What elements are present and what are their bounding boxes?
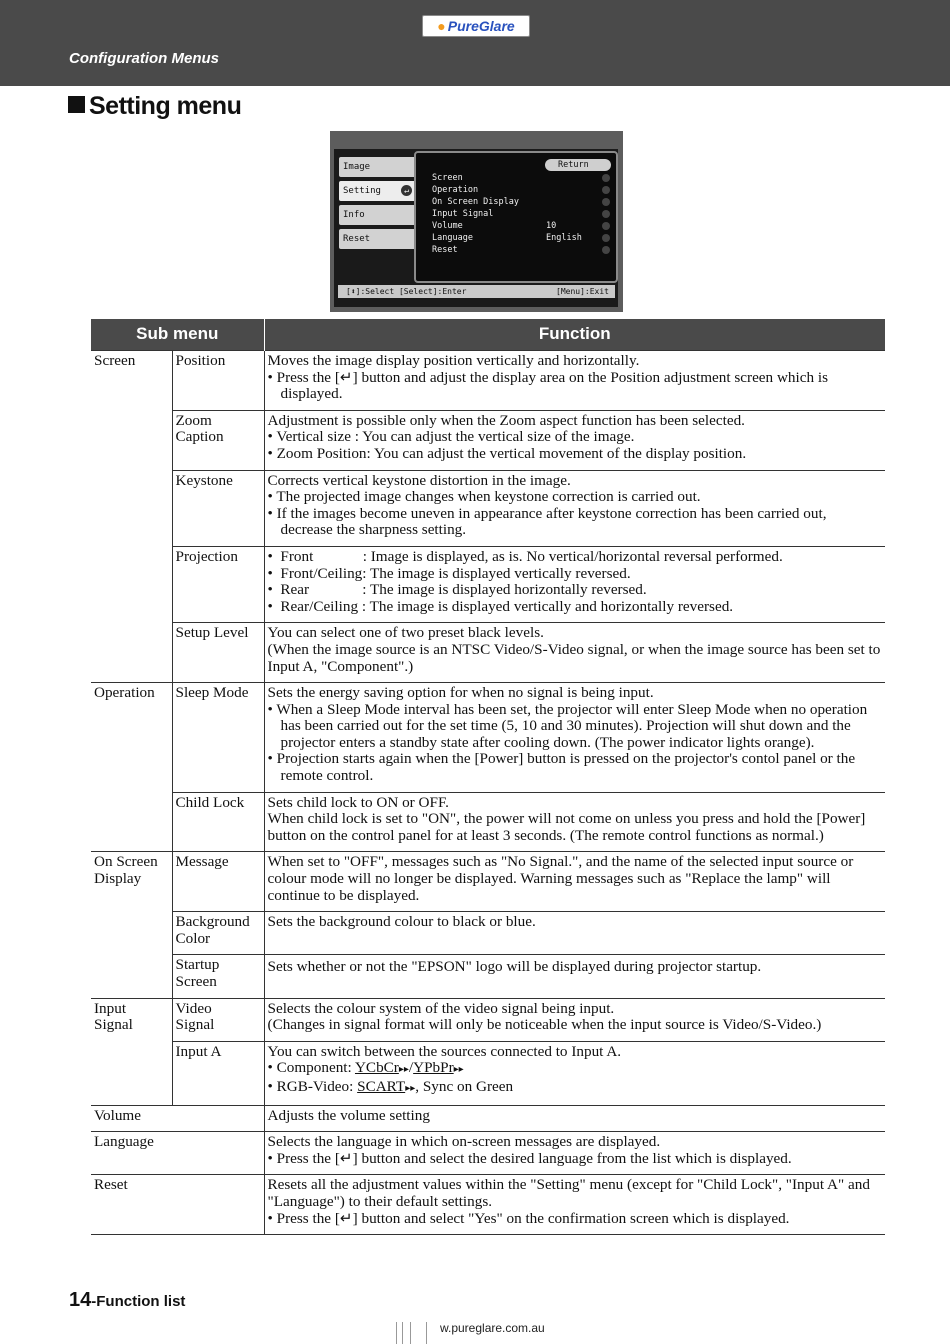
return-arrow-icon: ↵	[401, 185, 412, 196]
osd-screenshot	[330, 131, 623, 312]
function-language: Selects the language in which on-screen messages are displayed. • Press the [↵] button and select the desired language from the list which is displayed.	[264, 1132, 885, 1175]
osd-item: Language English	[432, 233, 612, 244]
function-setup-level: You can select one of two preset black levels. (When the image source is an NTSC Video/S-Video signal, or when the image source has been set to Input A, "Component".)	[264, 623, 885, 683]
submenu-background-color: Background Color	[172, 912, 264, 955]
section-label: Configuration Menus	[69, 50, 219, 67]
osd-footer-left: [⬍]:Select [Select]:Enter	[346, 287, 467, 296]
function-volume: Adjusts the volume setting	[264, 1105, 885, 1132]
osd-tab-reset: Reset	[339, 229, 416, 249]
page-footer-label: 14-Function list	[69, 1289, 186, 1311]
table-row	[91, 623, 885, 683]
function-video-signal: Selects the colour system of the video signal being input. (Changes in signal format will only be noticeable when the input source is Video/S-Video.)	[264, 998, 885, 1041]
osd-tab-setting: Setting ↵	[339, 181, 416, 201]
table-row	[91, 955, 885, 998]
osd-item: Volume 10	[432, 221, 612, 232]
function-input-a: You can switch between the sources connected to Input A. • Component: YCbCr▸▸/YPbPr▸▸ • RGB-Video: SCART▸▸, Sync on Green	[264, 1041, 885, 1105]
function-zoom-caption: Adjustment is possible only when the Zoom aspect function has been selected. • Vertical size : You can adjust the vertical size of the image. • Zoom Position: You can adjust the vertical movement of the display position.	[264, 410, 885, 470]
table-row	[91, 1175, 885, 1235]
table-row	[91, 546, 885, 622]
binding-marks	[394, 1322, 434, 1344]
function-child-lock: Sets child lock to ON or OFF. When child lock is set to "ON", the power will not come on unless you press and hold the [Power] button on the control panel for at least 3 seconds. (The remote control functions as normal.)	[264, 792, 885, 852]
osd-screen	[334, 149, 618, 307]
square-bullet-icon	[68, 96, 85, 113]
scart-link[interactable]: SCART	[357, 1077, 406, 1095]
table-row	[91, 683, 885, 793]
reference-arrow-icon: ▸▸	[398, 1064, 409, 1076]
submenu-input-a: Input A	[172, 1041, 264, 1105]
ypbpr-link[interactable]: YPbPr	[413, 1059, 454, 1077]
table-row	[91, 410, 885, 470]
table-row	[91, 912, 885, 955]
group-operation: Operation	[91, 683, 172, 852]
function-projection: • Front : Image is displayed, as is. No vertical/horizontal reversal performed. • Front/Ceiling: The image is displayed vertically reversed. • Rear : The image is displayed horizontally reversed. • Rear/Ceiling : The image is displayed vertically and horizontally reversed.	[264, 546, 885, 622]
submenu-sleep-mode: Sleep Mode	[172, 683, 264, 793]
submenu-position: Position	[172, 351, 264, 411]
function-table	[91, 319, 885, 1235]
submenu-startup-screen: Startup Screen	[172, 955, 264, 998]
function-reset: Resets all the adjustment values within the "Setting" menu (except for "Child Lock", "Input A" and "Language") to their default settings. • Press the [↵] button and select "Yes" on the confirmation screen which is displayed.	[264, 1175, 885, 1235]
osd-return-item: Return	[545, 159, 611, 171]
group-input-signal: Input Signal	[91, 998, 172, 1105]
submenu-language: Language	[91, 1132, 264, 1175]
submenu-video-signal: Video Signal	[172, 998, 264, 1041]
submenu-setup-level: Setup Level	[172, 623, 264, 683]
table-row	[91, 852, 885, 912]
osd-tab-image: Image	[339, 157, 416, 177]
table-row	[91, 470, 885, 546]
reference-arrow-icon: ▸▸	[453, 1064, 464, 1076]
osd-item: On Screen Display	[432, 197, 612, 208]
pureglare-logo: ● PureGlare	[422, 15, 530, 37]
function-message: When set to "OFF", messages such as "No Signal.", and the name of the selected input source or colour mode will no longer be displayed. Warning messages such as "Replace the lamp" will continue to be displayed.	[264, 852, 885, 912]
footer-url[interactable]: w.pureglare.com.au	[440, 1321, 545, 1335]
header-function: Function	[264, 319, 885, 351]
ycbcr-link[interactable]: YCbCr	[354, 1059, 399, 1077]
function-sleep-mode: Sets the energy saving option for when no signal is being input. • When a Sleep Mode interval has been set, the projector will enter Sleep Mode when no operation has been carried out for the set time (5, 10 and 30 minutes). Projection will shut down and the projector enters a standby state after cooling down. (The power indicator lights orange). • Projection starts again when the [Power] button is pressed on the projector's contol panel or the remote control.	[264, 683, 885, 793]
osd-item: Input Signal	[432, 209, 612, 220]
submenu-zoom-caption: Zoom Caption	[172, 410, 264, 470]
osd-submenu-panel	[414, 151, 618, 283]
osd-footer	[338, 285, 615, 298]
osd-item: Operation	[432, 185, 612, 196]
submenu-reset: Reset	[91, 1175, 264, 1235]
osd-tab-info: Info	[339, 205, 416, 225]
function-keystone: Corrects vertical keystone distortion in the image. • The projected image changes when keystone correction is carried out. • If the images become uneven in appearance after keystone correction has been carried out, decrease the sharpness setting.	[264, 470, 885, 546]
table-row	[91, 1041, 885, 1105]
submenu-message: Message	[172, 852, 264, 912]
submenu-keystone: Keystone	[172, 470, 264, 546]
reference-arrow-icon: ▸▸	[405, 1082, 416, 1094]
table-row	[91, 1105, 885, 1132]
submenu-volume: Volume	[91, 1105, 264, 1132]
submenu-projection: Projection	[172, 546, 264, 622]
function-startup-screen: Sets whether or not the "EPSON" logo will be displayed during projector startup.	[264, 955, 885, 998]
header-sub-menu: Sub menu	[91, 319, 264, 351]
table-row	[91, 998, 885, 1041]
osd-footer-right: [Menu]:Exit	[556, 287, 609, 296]
table-row	[91, 792, 885, 852]
function-background-color: Sets the background colour to black or blue.	[264, 912, 885, 955]
osd-item: Reset	[432, 245, 612, 256]
function-position: Moves the image display position vertically and horizontally. • Press the [↵] button and adjust the display area on the Position adjustment screen which is displayed.	[264, 351, 885, 411]
header-bar	[0, 0, 950, 86]
table-row	[91, 351, 885, 411]
group-screen: Screen	[91, 351, 172, 683]
page-title: Setting menu	[68, 92, 241, 121]
submenu-child-lock: Child Lock	[172, 792, 264, 852]
table-row	[91, 1132, 885, 1175]
group-on-screen-display: On Screen Display	[91, 852, 172, 998]
table-header	[91, 319, 885, 351]
osd-item: Screen	[432, 173, 612, 184]
